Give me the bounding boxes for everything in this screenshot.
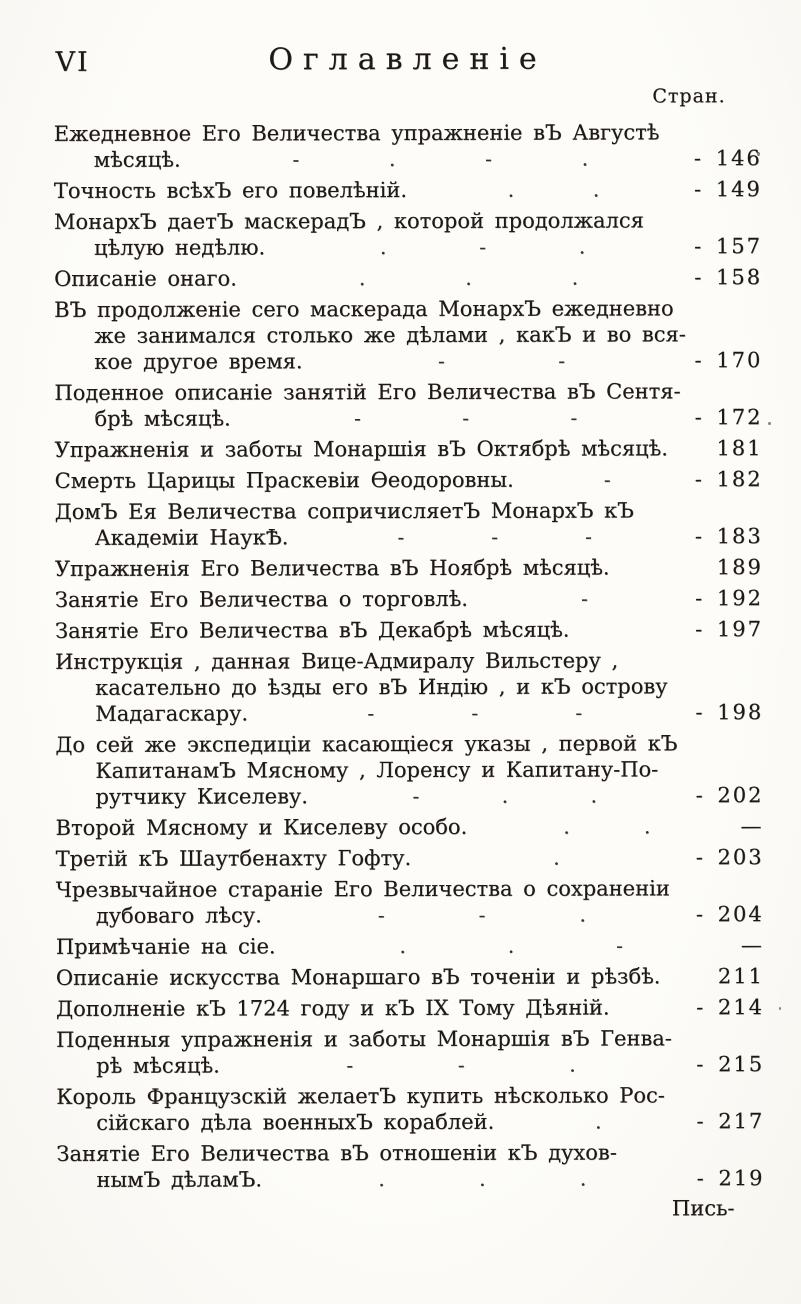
- toc-entry-last-line: [54, 176, 762, 204]
- leader-mark: -: [479, 234, 487, 259]
- leader-mark: .: [643, 814, 651, 839]
- toc-entry-text: кое другое время.: [94, 349, 303, 374]
- toc-entry-last-line: [54, 347, 762, 375]
- scan-speck: [768, 422, 771, 425]
- leader-mark: .: [399, 934, 406, 959]
- toc-entry-line: Занятіе Его Величества вЪ отношеніи кЪ духов-: [56, 1140, 617, 1166]
- leader-mark: -: [575, 700, 583, 725]
- page-ref: - 215: [696, 1052, 765, 1077]
- leader-mark: -: [412, 783, 420, 808]
- toc-entry: [55, 730, 763, 810]
- toc-entry-text: Занятіе Его Величества о торговлѣ.: [54, 586, 468, 612]
- toc-entry: [55, 647, 763, 727]
- toc-entry-text: Третій кЪ Шаутбенахту Гофту.: [55, 845, 412, 871]
- leader-gap: [303, 347, 695, 374]
- toc-entry-line: касательно до ѣзды его вЪ Индію , и кЪ острову: [95, 674, 668, 700]
- toc-entry-line: же занимался столько же дѣлами , какЪ и во вся-: [94, 322, 686, 348]
- page-column-header: Стран.: [652, 85, 726, 108]
- scan-speck: [779, 1007, 781, 1010]
- toc-entry: [56, 875, 764, 929]
- leader-mark: -: [437, 348, 445, 373]
- toc-entry-last-line: [55, 585, 763, 613]
- page-ref: - 192: [695, 586, 763, 611]
- toc-entry-line: Поденное описаніе занятій Его Величества вЪ Сентя-: [54, 379, 681, 405]
- toc-entry: [55, 813, 763, 841]
- leader-mark: -: [616, 933, 623, 958]
- toc-entry-line: До сей же экспедиціи касающіеся указы , первой кЪ: [55, 731, 678, 757]
- leader-mark: .: [507, 177, 515, 202]
- toc-entry-text: рутчику Киселеву.: [95, 784, 308, 809]
- toc-entry: [55, 616, 763, 644]
- toc-entry-text: Второй Мясному и Киселеву особо.: [55, 814, 468, 840]
- toc-entry-last-line: [54, 145, 762, 173]
- toc-entry-text: Смерть Царицы Праскевіи Ѳеодоровны.: [54, 467, 514, 493]
- toc-entry-line: Ежедневное Его Величества упражненіе вЪ Августѣ: [53, 120, 660, 146]
- toc-entry-last-line: [56, 1051, 764, 1079]
- toc-entry: [56, 1082, 764, 1136]
- toc-entry-last-line: [54, 233, 762, 261]
- page-ref: - 158: [694, 265, 763, 290]
- toc-entry: [55, 466, 763, 494]
- leader-mark: -: [603, 467, 611, 492]
- leader-mark: .: [507, 933, 515, 958]
- toc-entries: [54, 119, 765, 1193]
- toc-entry-last-line: [56, 1108, 764, 1136]
- page-ref: - 182: [694, 467, 763, 492]
- leader-gap: [237, 264, 694, 291]
- toc-entry-text: сійскаго дѣла военныхЪ кораблей.: [96, 1109, 495, 1135]
- leader-mark: -: [377, 903, 385, 928]
- toc-entry: [54, 295, 762, 375]
- toc-entry: [54, 119, 762, 173]
- leader-gap: [308, 782, 696, 809]
- toc-entry-last-line: [56, 963, 764, 991]
- leader-mark: -: [354, 406, 361, 431]
- page-ref: - 146: [693, 146, 762, 171]
- leader-gap: [265, 233, 694, 260]
- toc-entry: [56, 963, 764, 991]
- page-header: [53, 41, 761, 87]
- toc-entry-last-line: [56, 932, 764, 960]
- page-ref: - 170: [694, 348, 763, 373]
- page-ref: 181: [716, 436, 763, 461]
- leader-gap: [220, 1051, 697, 1078]
- page-ref: - 219: [696, 1166, 765, 1191]
- leader-mark: -: [478, 902, 486, 927]
- leader-gap: [514, 466, 695, 492]
- toc-entry-last-line: [55, 782, 763, 810]
- leader-mark: .: [581, 146, 589, 171]
- leader-mark: -: [570, 405, 578, 430]
- leader-gap: [231, 404, 695, 431]
- leader-mark: .: [590, 783, 598, 808]
- leader-mark: .: [563, 814, 570, 839]
- toc-entry-last-line: [56, 844, 764, 872]
- toc-entry-text: Мадагаскару.: [95, 701, 249, 726]
- leader-mark: .: [501, 783, 509, 808]
- toc-entry-text: нымЪ дѣламЪ.: [96, 1167, 263, 1192]
- leader-mark: .: [569, 1052, 576, 1077]
- leader-mark: .: [579, 1166, 587, 1191]
- toc-entry-text: мѣсяцѣ.: [93, 147, 181, 172]
- toc-entry-last-line: [56, 901, 764, 929]
- leader-mark: -: [292, 147, 300, 172]
- toc-entry: [55, 554, 763, 582]
- toc-entry-last-line: [55, 554, 763, 582]
- page-ref: 189: [716, 555, 763, 580]
- toc-entry-last-line: [54, 404, 762, 432]
- toc-entry-text: Упражненія и заботы Монаршія вЪ Октябрѣ мѣсяцѣ.: [54, 436, 668, 462]
- page-ref: —: [740, 933, 764, 958]
- toc-entry-line: КапитанамЪ Мясному , Лоренсу и Капитану-По-: [95, 757, 659, 783]
- page-content: [53, 41, 764, 1222]
- leader-gap: [276, 932, 741, 959]
- catchword: Пись-: [671, 1196, 735, 1221]
- toc-entry-text: Описаніе онаго.: [54, 266, 237, 291]
- toc-entry-last-line: [56, 1165, 764, 1193]
- page-ref: - 157: [694, 234, 763, 259]
- leader-mark: .: [465, 265, 472, 290]
- leader-mark: .: [379, 235, 387, 260]
- toc-entry-last-line: [55, 523, 763, 551]
- leader-mark: .: [592, 177, 600, 202]
- toc-entry-line: ВЪ продолженіе сего маскерада МонархЪ ежедневно: [54, 296, 674, 322]
- leader-mark: -: [471, 700, 479, 725]
- leader-mark: .: [595, 1109, 602, 1134]
- leader-mark: -: [367, 701, 375, 726]
- leader-mark: -: [581, 586, 588, 611]
- page-ref: - 149: [693, 177, 762, 202]
- toc-entry-text: дубоваго лѣсу.: [95, 903, 262, 928]
- page-ref: - 172: [694, 405, 763, 430]
- toc-entry-text: Дополненіе кЪ 1724 году и кЪ IX Тому Дѣяній.: [55, 995, 610, 1021]
- toc-entry-line: Чрезвычайное стараніе Его Величества о сохраненіи: [55, 876, 670, 902]
- leader-mark: .: [358, 266, 366, 291]
- toc-entry: [54, 435, 762, 463]
- page-ref: —: [740, 814, 764, 839]
- page-ref: - 198: [695, 700, 764, 725]
- page-title: Оглавленіе: [268, 41, 547, 78]
- page-ref: 211: [717, 964, 764, 989]
- page-ref: - 204: [695, 902, 764, 927]
- toc-entry-last-line: [55, 466, 763, 494]
- page-ref: - 202: [695, 783, 764, 808]
- page-ref: - 197: [695, 617, 764, 642]
- leader-gap: [411, 844, 696, 871]
- toc-entry: [55, 585, 763, 613]
- leader-mark: .: [388, 147, 396, 172]
- toc-entry: [54, 264, 762, 292]
- leader-mark: -: [457, 1052, 465, 1077]
- page-ref: - 203: [695, 845, 764, 870]
- toc-entry-last-line: [55, 616, 763, 644]
- leader-mark: .: [571, 265, 579, 290]
- toc-entry-text: Упражненія Его Величества вЪ Ноябрѣ мѣсяцѣ.: [54, 555, 610, 581]
- toc-entry-text: рѣ мѣсяцѣ.: [96, 1053, 220, 1078]
- leader-gap: [262, 901, 696, 928]
- toc-entry: [55, 497, 763, 551]
- leader-gap: [467, 813, 740, 840]
- folio-number: VI: [55, 46, 90, 78]
- leader-mark: -: [485, 146, 492, 171]
- page-ref: - 183: [694, 524, 763, 549]
- toc-entry-text: Описаніе искусства Монаршаго вЪ точеніи и рѣзбѣ.: [55, 964, 661, 990]
- toc-entry-text: Академіи НаукѢ.: [94, 525, 289, 550]
- leader-gap: [288, 523, 695, 550]
- leader-mark: -: [397, 525, 405, 550]
- leader-mark: .: [578, 234, 586, 259]
- toc-entry-line: Инструкція , данная Вице-Адмиралу Вильстеру ,: [55, 648, 619, 674]
- toc-entry-last-line: [55, 699, 763, 727]
- toc-entry-text: брѣ мѣсяцѣ.: [94, 406, 231, 431]
- toc-entry: [56, 844, 764, 872]
- toc-entry-last-line: [56, 994, 764, 1022]
- leader-gap: [468, 585, 695, 612]
- page-ref: - 214: [696, 995, 765, 1020]
- leader-gap: [248, 699, 695, 726]
- toc-entry: [56, 994, 764, 1022]
- toc-entry: [56, 1139, 764, 1193]
- leader-gap: [262, 1165, 697, 1192]
- leader-mark: -: [462, 405, 470, 430]
- toc-entry-line: МонархЪ даетЪ маскерадЪ , которой продолжался: [53, 208, 644, 234]
- leader-gap: [407, 176, 694, 203]
- leader-mark: -: [491, 524, 499, 549]
- leader-gap: [494, 1108, 696, 1135]
- toc-entry-line: Король Французскій желаетЪ купить нѣсколько Рос-: [56, 1083, 665, 1109]
- toc-entry-line: Поденныя упражненія и заботы Монаршія вЪ Генва-: [56, 1026, 672, 1052]
- toc-entry-text: Занятіе Его Величества вЪ Декабрѣ мѣсяцѣ.: [54, 617, 570, 643]
- leader-mark: .: [479, 1166, 486, 1191]
- leader-mark: .: [378, 1167, 385, 1192]
- leader-mark: -: [585, 524, 592, 549]
- leader-mark: -: [346, 1053, 354, 1078]
- toc-entry: [54, 378, 762, 432]
- toc-entry-last-line: [55, 813, 763, 841]
- toc-entry: [54, 176, 762, 204]
- toc-entry-text: Примѣчаніе на сіе.: [55, 934, 276, 959]
- toc-entry: [54, 207, 762, 261]
- toc-entry-text: цѣлую недѣлю.: [93, 235, 266, 260]
- page-ref: - 217: [696, 1109, 765, 1134]
- toc-entry-line: ДомЪ Ея Величества сопричисляетЪ МонархЪ кЪ: [54, 498, 634, 524]
- toc-entry-last-line: [54, 435, 762, 463]
- leader-mark: -: [558, 348, 566, 373]
- toc-entry: [56, 1025, 764, 1079]
- toc-entry: [56, 932, 764, 960]
- leader-mark: .: [553, 845, 560, 870]
- leader-mark: .: [579, 902, 586, 927]
- toc-entry-text: Точность всѣхЪ его повелѣній.: [53, 178, 408, 203]
- toc-entry-last-line: [54, 264, 762, 292]
- leader-gap: [181, 145, 694, 172]
